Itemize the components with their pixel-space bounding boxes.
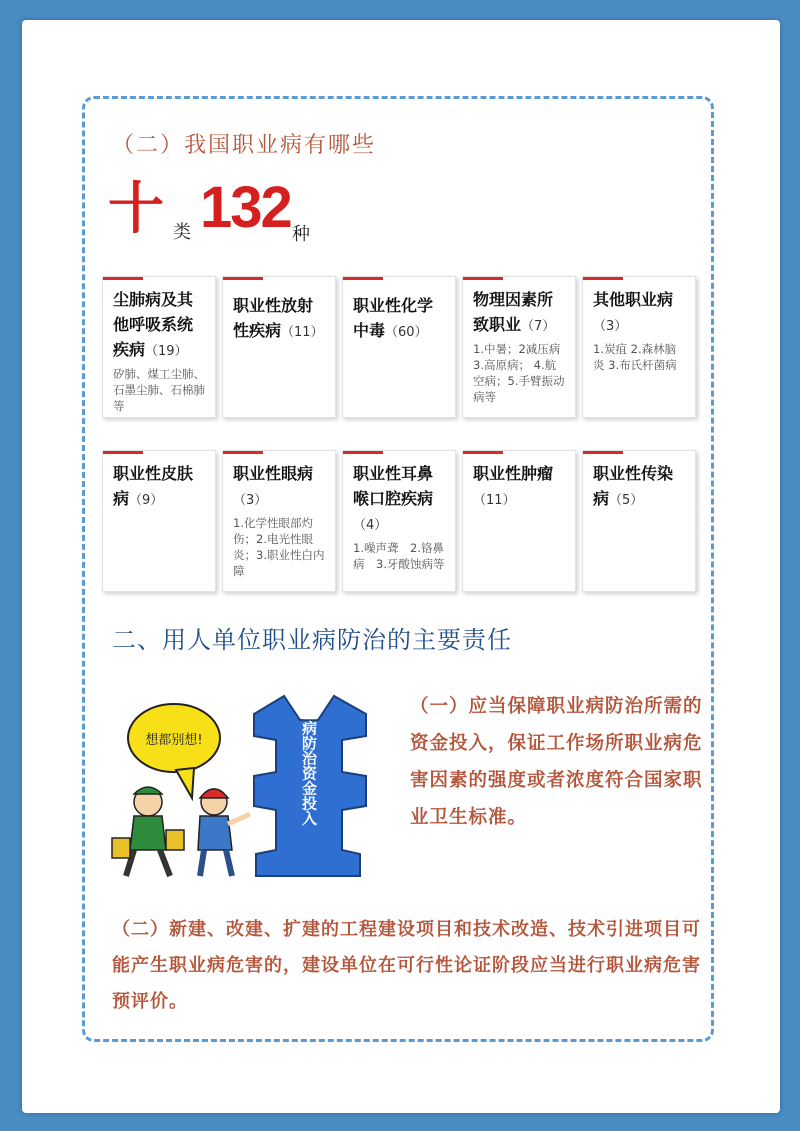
big-number-132: 132 [200, 175, 291, 240]
disease-card [342, 450, 456, 592]
worker-green-figure [112, 787, 184, 876]
card-title: 职业性肿瘤（11） [473, 464, 554, 508]
section-title-occupational-diseases: （二）我国职业病有哪些 [112, 133, 377, 158]
card-count: （11） [281, 325, 324, 340]
unit-class: 类 [173, 222, 191, 243]
card-count: （60） [385, 325, 428, 340]
card-title: 职业性化学中毒（60） [353, 296, 434, 340]
disease-card [462, 276, 576, 418]
card-count: （9） [129, 493, 164, 508]
card-title: 职业性放射性疾病（11） [233, 296, 324, 340]
section-title-employer-duties: 二、用人单位职业病防治的主要责任 [112, 626, 512, 654]
disease-card [102, 450, 216, 592]
duty-paragraph-2: （二）新建、改建、扩建的工程建设项目和技术改造、技术引进项目可能产生职业病危害的，建设单位在可行性论证阶段应当进行职业病危害预评价。 [112, 919, 701, 1012]
unit-kind: 种 [292, 224, 310, 245]
disease-card [222, 450, 336, 592]
card-count: （3） [593, 319, 628, 334]
card-count: （4） [353, 518, 388, 533]
funding-tower [254, 691, 366, 877]
duty-paragraph-1: （一）应当保障职业病防治所需的资金投入，保证工作场所职业病危害因素的强度或者浓度符合国家职业卫生标准。 [410, 696, 703, 828]
card-title: 职业性皮肤病（9） [113, 464, 194, 508]
card-count: （7） [521, 319, 556, 334]
disease-card [582, 450, 696, 592]
bubble-text: 想都别想! [145, 733, 203, 748]
card-detail: 1.中暑；2减压病 3.高原病； 4.航空病；5.手臂振动病等 [473, 342, 565, 404]
speech-bubble [128, 704, 220, 798]
disease-card [222, 276, 336, 418]
card-detail: 矽肺、煤工尘肺、石墨尘肺、石棉肺等 [113, 367, 205, 413]
disease-card [342, 276, 456, 418]
card-count: （19） [145, 344, 188, 359]
card-title: 尘肺病及其他呼吸系统疾病（19） [113, 290, 194, 359]
big-number-ten: 十 [108, 177, 164, 242]
card-title: 职业性眼病（3） [233, 464, 314, 508]
funding-illustration [104, 690, 400, 886]
card-title: 职业性耳鼻喉口腔疾病（4） [353, 464, 434, 533]
card-title: 其他职业病（3） [593, 290, 674, 334]
tower-text: 职业病防治资金投入 [300, 690, 318, 826]
disease-card [582, 276, 696, 418]
card-count: （11） [473, 493, 516, 508]
card-detail: 1.化学性眼部灼伤；2.电光性眼炎；3.职业性白内障 [233, 516, 325, 578]
disease-card [462, 450, 576, 592]
card-title: 职业性传染病（5） [593, 464, 674, 508]
card-title: 物理因素所致职业（7） [473, 290, 556, 334]
card-detail: 1.噪声聋 2.铬鼻病 3.牙酸蚀病等 [353, 541, 445, 571]
disease-card [102, 276, 216, 418]
card-count: （3） [233, 493, 268, 508]
card-count: （5） [609, 493, 644, 508]
card-detail: 1.炭疽 2.森林脑炎 3.布氏杆菌病 [593, 342, 677, 372]
worker-helmet-figure [198, 789, 250, 876]
